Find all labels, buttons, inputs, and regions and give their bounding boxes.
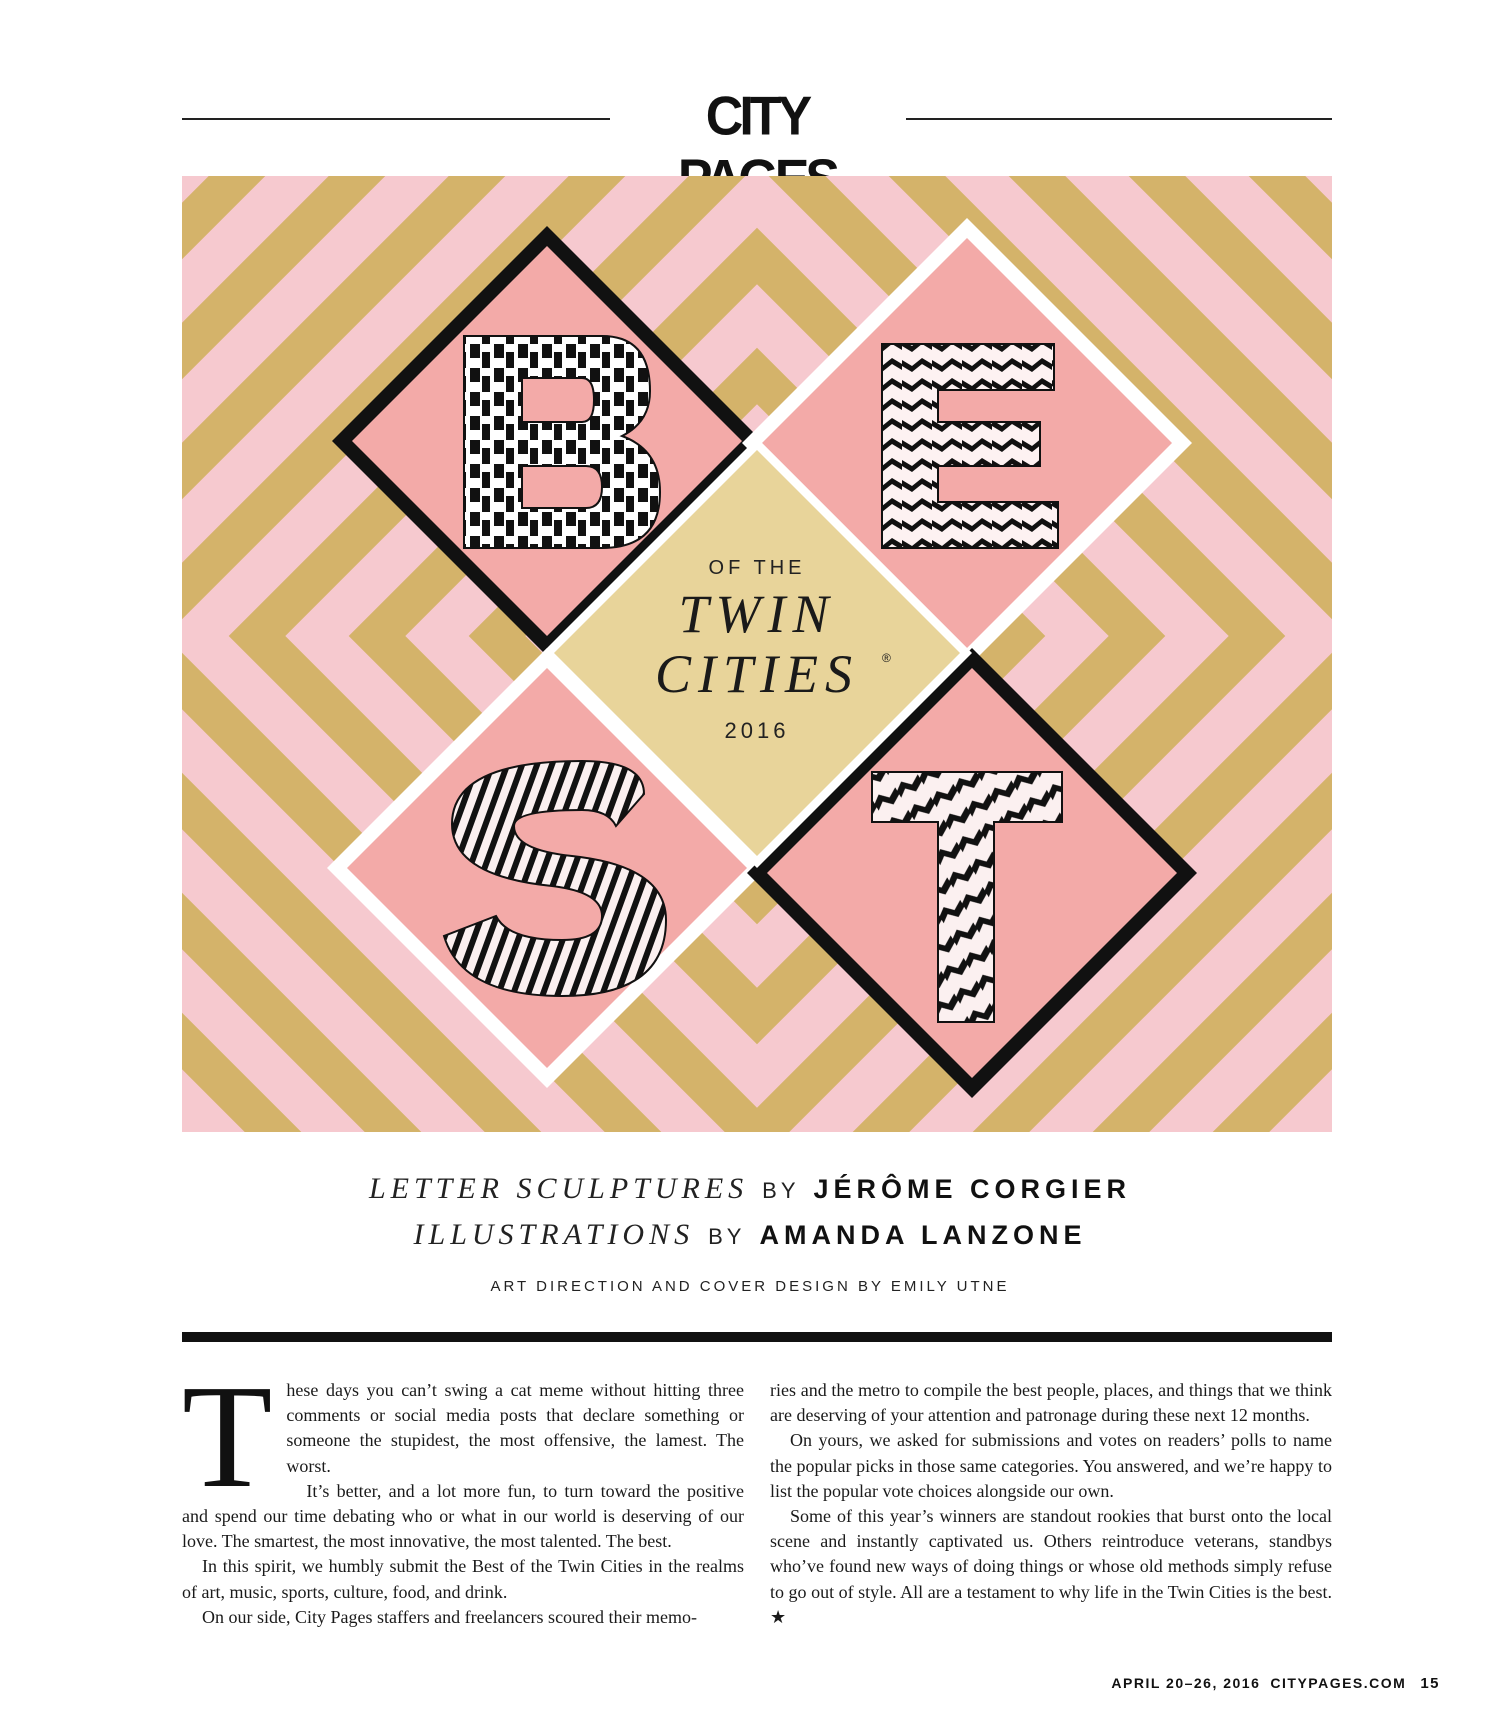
paragraph: In this spirit, we humbly submit the Best of the Twin Cities in the realms of art, music, sports, culture, food, and drink. [182,1556,744,1602]
city-pages-logo: CITY [705,86,809,147]
masthead [182,82,1332,154]
credit-letter-sculptures [0,1172,1500,1206]
art-direction-credit: ART DIRECTION AND COVER DESIGN BY EMILY UTNE [490,1278,1010,1295]
paragraph: It’s better, and a lot more fun, to turn toward the positive and spend our time debating who or what in our world is deserving of our love. The smartest, the most innovative, the most talented. The best. [182,1480,744,1552]
article-column-2 [770,1378,1332,1630]
year-label: 2016 [724,718,790,743]
cover-svg [182,176,1332,1132]
credit-role: ILLUSTRATIONS [413,1218,695,1251]
credit-name: AMANDA LANZONE [759,1220,1087,1250]
paragraph: On our side, City Pages staffers and freelancers scoured their memo- [202,1606,698,1627]
cover-illustration [182,176,1332,1132]
page-number: 15 [1420,1675,1440,1692]
of-the-label: OF THE [708,557,806,579]
page-footer [1101,1675,1440,1692]
paragraph: hese days you can’t swing a cat meme without hitting three comments or social media posts that declare something or someone the stupidest, the most offensive, the lamest. The worst. [286,1380,744,1476]
twin-label: TWIN [678,584,836,644]
letter-e [882,344,1058,548]
masthead-rule-left [182,118,610,120]
section-divider [182,1332,1332,1342]
paragraph: ries and the metro to compile the best people, places, and things that we think are deserving of your attention and patronage during these next 12 months. [770,1380,1332,1426]
issue-date: APRIL 20–26, 2016 [1111,1675,1261,1691]
article-column-1 [182,1355,744,1630]
registered-mark: ® [882,651,891,665]
credit-by: BY [762,1178,800,1203]
credit-by: BY [708,1224,746,1249]
paragraph: On yours, we asked for submissions and votes on readers’ polls to name the popular picks in those same categories. You answered, and we’re happy to list the popular vote choices alongside our own. [770,1430,1332,1501]
masthead-rule-right [906,118,1332,120]
cities-label: CITIES [655,644,859,704]
letter-b [464,336,660,548]
credit-role: LETTER SCULPTURES [368,1172,749,1205]
credit-illustrations [0,1218,1500,1252]
site-url: CITYPAGES.COM [1270,1675,1407,1691]
dropcap: T [182,1355,273,1519]
paragraph: Some of this year’s winners are standout rookies that burst onto the local scene and instantly captivated us. Others reintroduce veterans, standbys who’ve found new ways of doing things or whose old methods simply refuse to go out of style. All are a testament to why life in the Twin Cities is the best. ★ [770,1506,1332,1627]
credit-name: JÉRÔME CORGIER [813,1174,1132,1204]
